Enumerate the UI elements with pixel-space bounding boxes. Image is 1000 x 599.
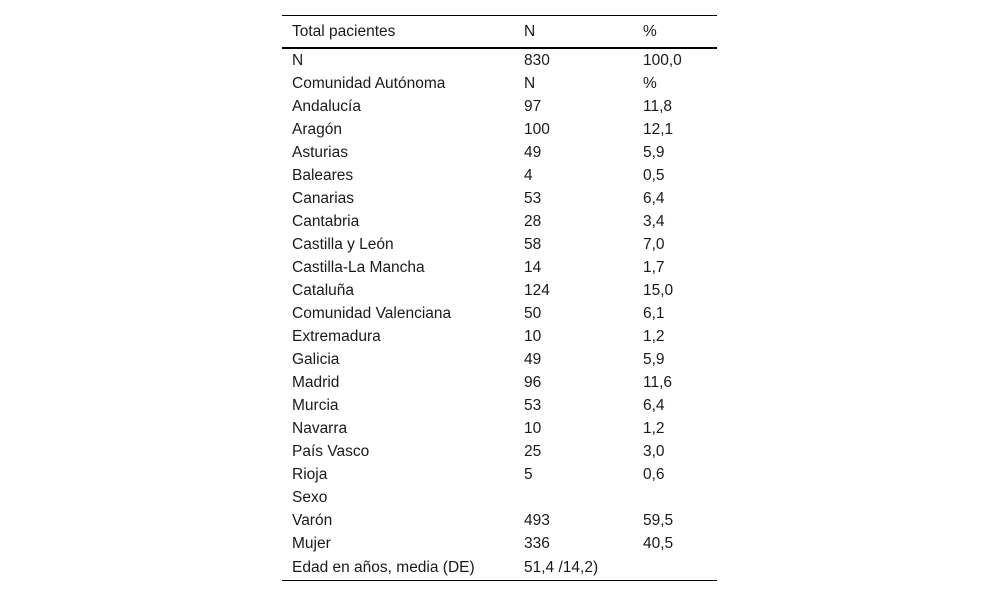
cell-n: 53 bbox=[524, 397, 542, 414]
cell-percent: 6,4 bbox=[643, 397, 665, 414]
cell-label: Asturias bbox=[292, 144, 348, 161]
cell-percent: % bbox=[643, 75, 657, 92]
cell-percent: 100,0 bbox=[643, 52, 682, 69]
cell-n: 336 bbox=[524, 535, 550, 552]
cell-percent: 1,2 bbox=[643, 328, 665, 345]
cell-percent: 11,6 bbox=[643, 374, 673, 391]
cell-n: 14 bbox=[524, 259, 542, 276]
cell-label: País Vasco bbox=[292, 443, 370, 460]
table-row bbox=[282, 509, 717, 532]
table-row bbox=[282, 371, 717, 394]
cell-label: Madrid bbox=[292, 374, 340, 391]
cell-n: 51,4 /14,2) bbox=[524, 559, 599, 576]
cell-percent: 3,0 bbox=[643, 443, 665, 460]
cell-percent: 1,2 bbox=[643, 420, 665, 437]
cell-label: Murcia bbox=[292, 397, 339, 414]
table-row bbox=[282, 555, 717, 581]
table-row bbox=[282, 256, 717, 279]
cell-n: 830 bbox=[524, 52, 550, 69]
cell-n: 53 bbox=[524, 190, 542, 207]
cell-percent: 12,1 bbox=[643, 121, 674, 138]
cell-label: Cataluña bbox=[292, 282, 355, 299]
cell-n: N bbox=[524, 75, 536, 92]
cell-label: N bbox=[292, 52, 304, 69]
cell-n: 28 bbox=[524, 213, 542, 230]
cell-label: Comunidad Valenciana bbox=[292, 305, 452, 322]
cell-label: Comunidad Autónoma bbox=[292, 75, 446, 92]
cell-label: Canarias bbox=[292, 190, 355, 207]
cell-n bbox=[524, 486, 643, 509]
table-row bbox=[282, 233, 717, 256]
cell-percent: 15,0 bbox=[643, 282, 674, 299]
cell-percent: 7,0 bbox=[643, 236, 665, 253]
table-row bbox=[282, 210, 717, 233]
cell-label: Rioja bbox=[292, 466, 328, 483]
table-row bbox=[282, 48, 717, 72]
header-n: N bbox=[524, 23, 536, 40]
cell-label: Castilla y León bbox=[292, 236, 394, 253]
table-row bbox=[282, 302, 717, 325]
cell-n: 4 bbox=[524, 167, 533, 184]
table-row bbox=[282, 532, 717, 555]
cell-n: 50 bbox=[524, 305, 542, 322]
cell-percent: 6,4 bbox=[643, 190, 665, 207]
header-percent: % bbox=[643, 23, 657, 40]
patients-table-container bbox=[282, 15, 717, 581]
table-row bbox=[282, 486, 717, 509]
table-row bbox=[282, 164, 717, 187]
table-row bbox=[282, 440, 717, 463]
cell-n: 96 bbox=[524, 374, 542, 391]
cell-label: Navarra bbox=[292, 420, 348, 437]
cell-n: 493 bbox=[524, 512, 550, 529]
cell-percent: 5,9 bbox=[643, 351, 665, 368]
header-total-pacientes: Total pacientes bbox=[292, 23, 396, 40]
cell-percent: 0,6 bbox=[643, 466, 665, 483]
cell-n: 10 bbox=[524, 420, 542, 437]
cell-label: Edad en años, media (DE) bbox=[292, 559, 475, 576]
cell-n: 49 bbox=[524, 144, 542, 161]
cell-label: Castilla-La Mancha bbox=[292, 259, 425, 276]
table-row bbox=[282, 72, 717, 95]
patients-table bbox=[282, 15, 717, 581]
cell-label: Sexo bbox=[292, 489, 328, 506]
table-row bbox=[282, 141, 717, 164]
cell-percent: 11,8 bbox=[643, 98, 673, 115]
cell-label: Extremadura bbox=[292, 328, 381, 345]
cell-percent: 0,5 bbox=[643, 167, 665, 184]
table-row bbox=[282, 417, 717, 440]
cell-percent: 3,4 bbox=[643, 213, 665, 230]
cell-percent bbox=[643, 555, 717, 581]
cell-percent: 40,5 bbox=[643, 535, 674, 552]
cell-label: Mujer bbox=[292, 535, 331, 552]
cell-label: Aragón bbox=[292, 121, 342, 138]
table-row bbox=[282, 279, 717, 302]
cell-percent bbox=[643, 486, 717, 509]
cell-percent: 1,7 bbox=[643, 259, 665, 276]
cell-label: Baleares bbox=[292, 167, 354, 184]
cell-n: 124 bbox=[524, 282, 550, 299]
table-row bbox=[282, 348, 717, 371]
cell-n: 10 bbox=[524, 328, 542, 345]
cell-label: Cantabria bbox=[292, 213, 360, 230]
cell-n: 49 bbox=[524, 351, 542, 368]
cell-label: Varón bbox=[292, 512, 333, 529]
table-row bbox=[282, 394, 717, 417]
cell-n: 25 bbox=[524, 443, 542, 460]
cell-n: 5 bbox=[524, 466, 533, 483]
cell-percent: 5,9 bbox=[643, 144, 665, 161]
table-row bbox=[282, 463, 717, 486]
cell-label: Galicia bbox=[292, 351, 340, 368]
table-row bbox=[282, 95, 717, 118]
cell-label: Andalucía bbox=[292, 98, 361, 115]
cell-percent: 59,5 bbox=[643, 512, 674, 529]
table-body bbox=[282, 48, 717, 581]
cell-percent: 6,1 bbox=[643, 305, 665, 322]
table-header-row bbox=[282, 16, 717, 49]
table-row bbox=[282, 325, 717, 348]
cell-n: 100 bbox=[524, 121, 550, 138]
table-row bbox=[282, 118, 717, 141]
cell-n: 58 bbox=[524, 236, 542, 253]
table-row bbox=[282, 187, 717, 210]
cell-n: 97 bbox=[524, 98, 542, 115]
